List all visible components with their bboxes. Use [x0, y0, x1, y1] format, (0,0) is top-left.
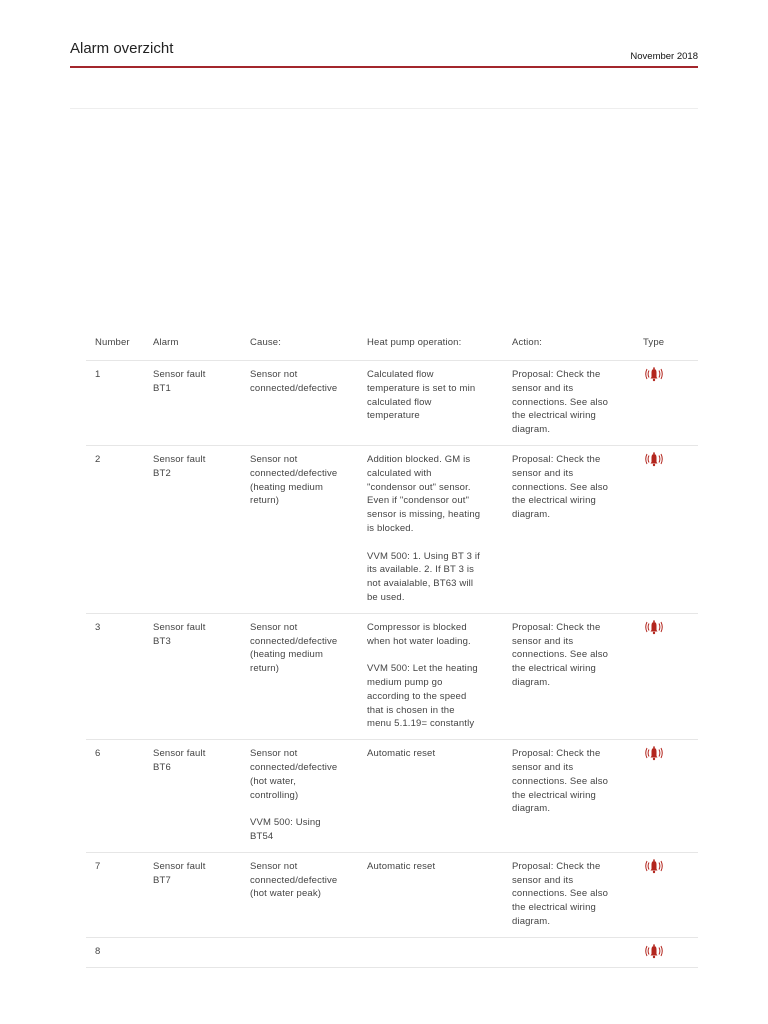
- alarm-number-cell: [86, 852, 144, 937]
- operation-cell: [358, 852, 503, 937]
- table-row: [86, 740, 698, 853]
- column-header-alarm: Alarm: [144, 333, 241, 361]
- operation-cell: [358, 361, 503, 446]
- alarm-number-cell: [86, 740, 144, 853]
- action-text: Proposal: Check the sensor and its connections. See also the electrical wiring diagram.: [512, 453, 609, 521]
- column-header-action: Action:: [503, 333, 634, 361]
- alarm-number: 1: [95, 369, 101, 380]
- alarm-bell-icon: [643, 858, 665, 874]
- alarm-number: 6: [95, 748, 101, 760]
- alarm-bell-icon: [643, 943, 665, 959]
- action-text: Proposal: Check the sensor and its connections. See also the electrical wiring diagram.: [512, 369, 609, 436]
- alarm-name-cell: [144, 445, 241, 613]
- operation-cell: [358, 613, 503, 739]
- cause-cell: [241, 445, 358, 613]
- table-row: [86, 852, 698, 937]
- type-cell: [634, 445, 698, 613]
- type-cell: [634, 937, 698, 967]
- operation-paragraph: VVM 500: 1. Using BT 3 if its available. 2. If BT 3 is not avaialable, BT63 will be used.: [367, 550, 480, 603]
- alarm-name-cell: [144, 852, 241, 937]
- alarm-name: Sensor fault BT6: [153, 748, 206, 773]
- column-header-operation: Heat pump operation:: [358, 333, 503, 361]
- alarm-number: 8: [95, 945, 101, 957]
- column-header-cause: Cause:: [241, 333, 358, 361]
- alarm-number: 3: [95, 621, 101, 633]
- operation-paragraph: Automatic reset: [367, 748, 436, 760]
- cause-paragraph: Sensor not connected/defective (heating medium return): [250, 453, 338, 507]
- alarm-number-cell: [86, 613, 144, 739]
- cause-cell: [241, 361, 358, 446]
- action-cell: [503, 445, 634, 613]
- alarm-bell-icon: [643, 451, 665, 467]
- table-row: [86, 445, 698, 613]
- operation-paragraph: Addition blocked. GM is calculated with "condensor out" sensor. Even if "condensor out" sensor is missing, heating is blocked.: [367, 453, 481, 534]
- alarm-number: 7: [95, 860, 101, 872]
- operation-paragraph: Calculated flow temperature is set to min calculated flow temperature: [367, 369, 476, 422]
- document-date: November 2018: [630, 51, 698, 62]
- action-cell: [503, 361, 634, 446]
- table-row: [86, 613, 698, 739]
- alarm-name: Sensor fault BT1: [153, 369, 206, 394]
- table-row: [86, 361, 698, 446]
- cause-paragraph: VVM 500: Using BT54: [250, 817, 321, 842]
- operation-cell: [358, 740, 503, 853]
- action-cell: [503, 613, 634, 739]
- type-cell: [634, 361, 698, 446]
- alarm-name-cell: [144, 740, 241, 853]
- divider: [70, 108, 698, 109]
- alarm-number: 2: [95, 453, 101, 465]
- alarm-name: Sensor fault BT2: [153, 453, 206, 479]
- alarm-name: Sensor fault BT7: [153, 860, 206, 886]
- alarm-bell-icon: [643, 619, 665, 635]
- action-cell: [503, 937, 634, 967]
- alarm-name: Sensor fault BT3: [153, 621, 206, 647]
- alarm-name-cell: [144, 613, 241, 739]
- operation-cell: [358, 937, 503, 967]
- operation-paragraph: VVM 500: Let the heating medium pump go according to the speed that is chosen in the menu 5.1.19= constantly: [367, 663, 478, 730]
- cause-paragraph: Sensor not connected/defective (hot water, controlling): [250, 748, 338, 801]
- column-header-type: Type: [634, 333, 698, 361]
- cause-cell: [241, 852, 358, 937]
- operation-paragraph: Automatic reset: [367, 860, 436, 872]
- cause-paragraph: Sensor not connected/defective (hot water peak): [250, 860, 338, 900]
- alarm-bell-icon: [643, 745, 665, 761]
- alarm-table: [86, 333, 698, 968]
- cause-cell: [241, 740, 358, 853]
- operation-cell: [358, 445, 503, 613]
- alarm-bell-icon: [643, 366, 665, 382]
- action-text: Proposal: Check the sensor and its connections. See also the electrical wiring diagram.: [512, 860, 609, 927]
- cause-paragraph: Sensor not connected/defective (heating medium return): [250, 621, 338, 675]
- page-header: [70, 40, 698, 68]
- action-text: Proposal: Check the sensor and its connections. See also the electrical wiring diagram.: [512, 748, 609, 815]
- action-cell: [503, 852, 634, 937]
- table-row: [86, 937, 698, 967]
- cause-cell: [241, 613, 358, 739]
- alarm-name-cell: [144, 361, 241, 446]
- table-header-row: [86, 333, 698, 361]
- type-cell: [634, 613, 698, 739]
- page-title: Alarm overzicht: [70, 40, 174, 57]
- action-text: Proposal: Check the sensor and its connections. See also the electrical wiring diagram.: [512, 621, 609, 688]
- action-cell: [503, 740, 634, 853]
- cause-paragraph: Sensor not connected/defective: [250, 369, 338, 394]
- alarm-number-cell: [86, 361, 144, 446]
- type-cell: [634, 740, 698, 853]
- alarm-name-cell: [144, 937, 241, 967]
- alarm-number-cell: [86, 937, 144, 967]
- column-header-number: Number: [86, 333, 144, 361]
- operation-paragraph: Compressor is blocked when hot water loading.: [367, 621, 471, 647]
- alarm-number-cell: [86, 445, 144, 613]
- cause-cell: [241, 937, 358, 967]
- type-cell: [634, 852, 698, 937]
